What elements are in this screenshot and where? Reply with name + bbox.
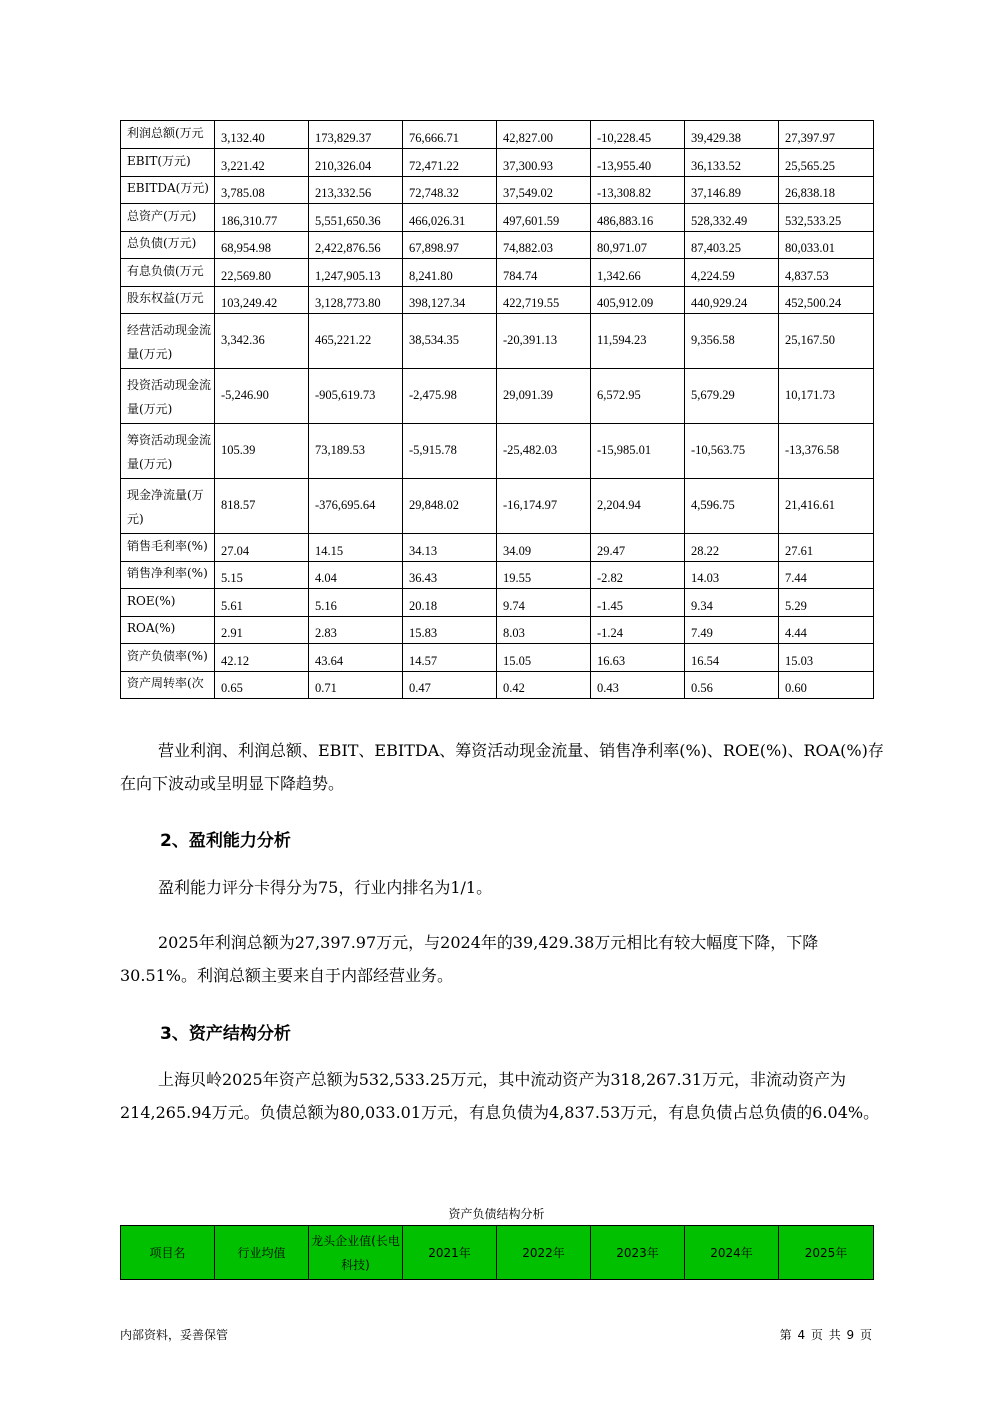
value-cell: 37,146.89 xyxy=(685,176,779,204)
header-cell: 行业均值 xyxy=(215,1226,309,1280)
row-label: ROE(%) xyxy=(121,589,215,617)
value-cell: 0.42 xyxy=(497,671,591,699)
value-cell: 9.74 xyxy=(497,589,591,617)
table-row xyxy=(121,314,874,369)
value-cell: 73,189.53 xyxy=(309,424,403,479)
value-cell: 486,883.16 xyxy=(591,204,685,232)
profit-score-paragraph: 盈利能力评分卡得分为75，行业内排名为1/1。 xyxy=(158,878,493,897)
value-cell: -5,246.90 xyxy=(215,369,309,424)
value-cell: 2,204.94 xyxy=(591,479,685,534)
value-cell: 68,954.98 xyxy=(215,231,309,259)
table-row xyxy=(121,149,874,177)
row-label: 资产负债率(%) xyxy=(121,644,215,672)
value-cell: 5.29 xyxy=(779,589,874,617)
value-cell: -1.45 xyxy=(591,589,685,617)
value-cell: 4.04 xyxy=(309,561,403,589)
value-cell: 14.15 xyxy=(309,534,403,562)
value-cell: 465,221.22 xyxy=(309,314,403,369)
value-cell: 3,221.42 xyxy=(215,149,309,177)
table-row xyxy=(121,561,874,589)
value-cell: 29.47 xyxy=(591,534,685,562)
value-cell: 34.13 xyxy=(403,534,497,562)
value-cell: 4,224.59 xyxy=(685,259,779,287)
header-cell: 项目名 xyxy=(121,1226,215,1280)
value-cell: -25,482.03 xyxy=(497,424,591,479)
value-cell: 466,026.31 xyxy=(403,204,497,232)
value-cell: 80,033.01 xyxy=(779,231,874,259)
value-cell: 29,091.39 xyxy=(497,369,591,424)
value-cell: 14.57 xyxy=(403,644,497,672)
value-cell: 0.71 xyxy=(309,671,403,699)
value-cell: -905,619.73 xyxy=(309,369,403,424)
value-cell: 1,342.66 xyxy=(591,259,685,287)
value-cell: -13,376.58 xyxy=(779,424,874,479)
row-label: 总资产(万元) xyxy=(121,204,215,232)
value-cell: 5,679.29 xyxy=(685,369,779,424)
structure-header-row xyxy=(121,1226,874,1280)
value-cell: 497,601.59 xyxy=(497,204,591,232)
value-cell: 7.44 xyxy=(779,561,874,589)
table-row xyxy=(121,479,874,534)
value-cell: 3,785.08 xyxy=(215,176,309,204)
table-row xyxy=(121,259,874,287)
value-cell: 76,666.71 xyxy=(403,121,497,149)
value-cell: 3,132.40 xyxy=(215,121,309,149)
table-row xyxy=(121,121,874,149)
value-cell: 19.55 xyxy=(497,561,591,589)
value-cell: -5,915.78 xyxy=(403,424,497,479)
value-cell: -10,228.45 xyxy=(591,121,685,149)
value-cell: 186,310.77 xyxy=(215,204,309,232)
value-cell: 422,719.55 xyxy=(497,286,591,314)
value-cell: 42.12 xyxy=(215,644,309,672)
value-cell: 398,127.34 xyxy=(403,286,497,314)
value-cell: 213,332.56 xyxy=(309,176,403,204)
value-cell: -10,563.75 xyxy=(685,424,779,479)
value-cell: -2.82 xyxy=(591,561,685,589)
asset-section-heading: 3、资产结构分析 xyxy=(160,1024,291,1044)
value-cell: 5,551,650.36 xyxy=(309,204,403,232)
value-cell: 4,596.75 xyxy=(685,479,779,534)
table-row xyxy=(121,231,874,259)
value-cell: 103,249.42 xyxy=(215,286,309,314)
value-cell: 405,912.09 xyxy=(591,286,685,314)
header-cell: 2023年 xyxy=(591,1226,685,1280)
value-cell: 9,356.58 xyxy=(685,314,779,369)
value-cell: 36.43 xyxy=(403,561,497,589)
table-row xyxy=(121,204,874,232)
profit-section-heading: 2、盈利能力分析 xyxy=(160,831,291,851)
row-label: 筹资活动现金流量(万元) xyxy=(121,424,215,479)
row-label: 有息负债(万元 xyxy=(121,259,215,287)
value-cell: 173,829.37 xyxy=(309,121,403,149)
value-cell: 7.49 xyxy=(685,616,779,644)
value-cell: 34.09 xyxy=(497,534,591,562)
table-row xyxy=(121,644,874,672)
value-cell: 818.57 xyxy=(215,479,309,534)
row-label: 销售毛利率(%) xyxy=(121,534,215,562)
value-cell: 80,971.07 xyxy=(591,231,685,259)
value-cell: 29,848.02 xyxy=(403,479,497,534)
header-cell: 2024年 xyxy=(685,1226,779,1280)
financial-indicator-table xyxy=(120,120,874,699)
value-cell: 74,882.03 xyxy=(497,231,591,259)
value-cell: 5.15 xyxy=(215,561,309,589)
value-cell: -2,475.98 xyxy=(403,369,497,424)
value-cell: 0.65 xyxy=(215,671,309,699)
value-cell: 16.54 xyxy=(685,644,779,672)
structure-table-caption: 资产负债结构分析 xyxy=(448,1207,545,1221)
row-label: 利润总额(万元 xyxy=(121,121,215,149)
row-label: 经营活动现金流量(万元) xyxy=(121,314,215,369)
value-cell: 3,342.36 xyxy=(215,314,309,369)
value-cell: 27,397.97 xyxy=(779,121,874,149)
value-cell: 6,572.95 xyxy=(591,369,685,424)
value-cell: 8,241.80 xyxy=(403,259,497,287)
value-cell: 440,929.24 xyxy=(685,286,779,314)
table-row xyxy=(121,616,874,644)
value-cell: 26,838.18 xyxy=(779,176,874,204)
value-cell: 210,326.04 xyxy=(309,149,403,177)
value-cell: 2.83 xyxy=(309,616,403,644)
row-label: EBITDA(万元) xyxy=(121,176,215,204)
value-cell: 14.03 xyxy=(685,561,779,589)
value-cell: 37,549.02 xyxy=(497,176,591,204)
table-row xyxy=(121,176,874,204)
value-cell: 15.03 xyxy=(779,644,874,672)
value-cell: 67,898.97 xyxy=(403,231,497,259)
table-row xyxy=(121,671,874,699)
value-cell: 784.74 xyxy=(497,259,591,287)
value-cell: 1,247,905.13 xyxy=(309,259,403,287)
value-cell: -376,695.64 xyxy=(309,479,403,534)
row-label: 股东权益(万元 xyxy=(121,286,215,314)
table-row xyxy=(121,369,874,424)
profit-detail-paragraph: 2025年利润总额为27,397.97万元，与2024年的39,429.38万元相比有较大幅度下降，下降30.51%。利润总额主要来自于内部经营业务。 xyxy=(120,933,819,985)
value-cell: 5.61 xyxy=(215,589,309,617)
row-label: ROA(%) xyxy=(121,616,215,644)
row-label: 总负债(万元) xyxy=(121,231,215,259)
table-row xyxy=(121,589,874,617)
table-row xyxy=(121,534,874,562)
table-row xyxy=(121,286,874,314)
value-cell: 11,594.23 xyxy=(591,314,685,369)
header-cell: 龙头企业值(长电科技) xyxy=(309,1226,403,1280)
row-label: 现金净流量(万元) xyxy=(121,479,215,534)
footer-page-number: 第 4 页 共 9 页 xyxy=(779,1328,872,1342)
balance-structure-table xyxy=(120,1225,874,1280)
value-cell: -13,308.82 xyxy=(591,176,685,204)
header-cell: 2025年 xyxy=(779,1226,874,1280)
value-cell: 532,533.25 xyxy=(779,204,874,232)
value-cell: 4.44 xyxy=(779,616,874,644)
value-cell: -1.24 xyxy=(591,616,685,644)
value-cell: 452,500.24 xyxy=(779,286,874,314)
value-cell: 38,534.35 xyxy=(403,314,497,369)
value-cell: 528,332.49 xyxy=(685,204,779,232)
value-cell: 43.64 xyxy=(309,644,403,672)
footer-confidential-note: 内部资料，妥善保管 xyxy=(120,1328,229,1342)
value-cell: 5.16 xyxy=(309,589,403,617)
value-cell: 37,300.93 xyxy=(497,149,591,177)
value-cell: 42,827.00 xyxy=(497,121,591,149)
value-cell: 2.91 xyxy=(215,616,309,644)
value-cell: -13,955.40 xyxy=(591,149,685,177)
value-cell: 0.56 xyxy=(685,671,779,699)
value-cell: 10,171.73 xyxy=(779,369,874,424)
value-cell: 3,128,773.80 xyxy=(309,286,403,314)
value-cell: 21,416.61 xyxy=(779,479,874,534)
row-label: 资产周转率(次 xyxy=(121,671,215,699)
table-row xyxy=(121,424,874,479)
value-cell: 0.47 xyxy=(403,671,497,699)
value-cell: 8.03 xyxy=(497,616,591,644)
asset-detail-paragraph: 上海贝岭2025年资产总额为532,533.25万元，其中流动资产为318,267.31万元，非流动资产为214,265.94万元。负债总额为80,033.01万元，有息负债为4,837.53万元，有息负债占总负债的6.04%。 xyxy=(120,1070,880,1122)
row-label: 销售净利率(%) xyxy=(121,561,215,589)
value-cell: 25,565.25 xyxy=(779,149,874,177)
value-cell: 27.61 xyxy=(779,534,874,562)
value-cell: 20.18 xyxy=(403,589,497,617)
value-cell: 15.05 xyxy=(497,644,591,672)
value-cell: 2,422,876.56 xyxy=(309,231,403,259)
value-cell: 15.83 xyxy=(403,616,497,644)
value-cell: -15,985.01 xyxy=(591,424,685,479)
value-cell: 0.60 xyxy=(779,671,874,699)
value-cell: 39,429.38 xyxy=(685,121,779,149)
value-cell: 22,569.80 xyxy=(215,259,309,287)
trend-note-paragraph: 营业利润、利润总额、EBIT、EBITDA、筹资活动现金流量、销售净利率(%)、ROE(%)、ROA(%)存在向下波动或呈明显下降趋势。 xyxy=(120,741,884,793)
row-label: EBIT(万元) xyxy=(121,149,215,177)
header-cell: 2022年 xyxy=(497,1226,591,1280)
value-cell: 105.39 xyxy=(215,424,309,479)
value-cell: 9.34 xyxy=(685,589,779,617)
row-label: 投资活动现金流量(万元) xyxy=(121,369,215,424)
header-cell: 2021年 xyxy=(403,1226,497,1280)
value-cell: 72,748.32 xyxy=(403,176,497,204)
value-cell: 0.43 xyxy=(591,671,685,699)
value-cell: 4,837.53 xyxy=(779,259,874,287)
value-cell: -16,174.97 xyxy=(497,479,591,534)
value-cell: 25,167.50 xyxy=(779,314,874,369)
value-cell: 72,471.22 xyxy=(403,149,497,177)
value-cell: 28.22 xyxy=(685,534,779,562)
value-cell: 36,133.52 xyxy=(685,149,779,177)
value-cell: 27.04 xyxy=(215,534,309,562)
value-cell: 87,403.25 xyxy=(685,231,779,259)
value-cell: -20,391.13 xyxy=(497,314,591,369)
value-cell: 16.63 xyxy=(591,644,685,672)
